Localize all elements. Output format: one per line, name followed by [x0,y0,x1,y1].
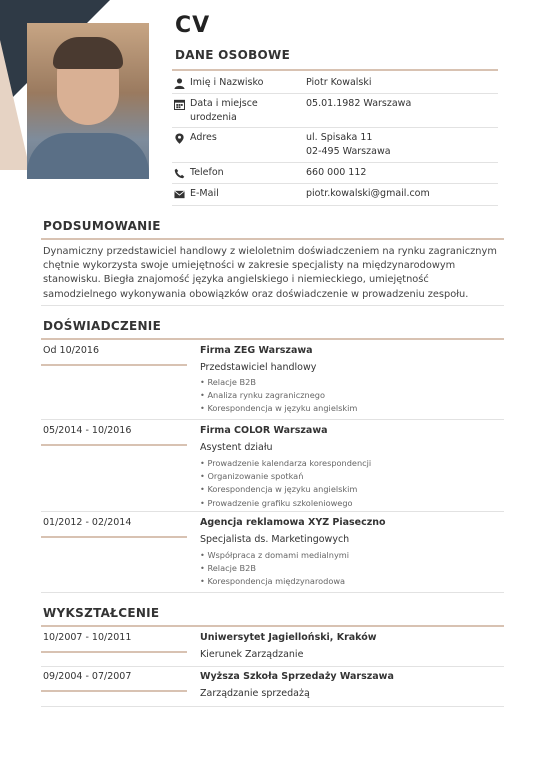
divider [172,205,498,206]
page-title: CV [175,13,211,38]
list-item: • Prowadzenie grafiku szkoleniowego [200,497,371,510]
personal-row-name [172,76,497,94]
experience-date: 01/2012 - 02/2014 [43,517,132,528]
calendar-icon [174,99,185,110]
personal-row-email [172,187,497,205]
personal-label: Adres [190,132,217,143]
summary-heading: PODSUMOWANIE [43,219,161,233]
education-school: Wyższa Szkoła Sprzedaży Warszawa [200,671,394,682]
decor-tan-triangle [0,40,30,170]
experience-date: Od 10/2016 [43,345,99,356]
date-underline [41,444,187,446]
experience-date: 05/2014 - 10/2016 [43,425,132,436]
summary-underline [41,238,504,240]
personal-row-birth [172,97,497,127]
personal-row-address [172,131,497,161]
experience-heading: DOŚWIADCZENIE [43,319,162,333]
personal-value: piotr.kowalski@gmail.com [306,188,430,199]
envelope-icon [174,189,185,200]
experience-role: Asystent działu [200,442,273,453]
location-pin-icon [174,133,185,144]
list-item: • Korespondencja w języku angielskim [200,402,357,415]
user-icon [174,78,185,89]
experience-underline [41,338,504,340]
divider [172,127,498,128]
experience-bullets [200,457,371,510]
divider [41,419,504,420]
personal-value: ul. Spisaka 11 02-495 Warszawa [306,132,391,157]
personal-heading: DANE OSOBOWE [175,48,291,62]
list-item: • Korespondencja międzynarodowa [200,575,349,588]
personal-value: 660 000 112 [306,167,367,178]
personal-label: Telefon [190,167,224,178]
divider [172,93,498,94]
divider [41,305,504,306]
experience-bullets [200,549,349,589]
divider [41,592,504,593]
summary-text: Dynamiczny przedstawiciel handlowy z wieloletnim doświadczeniem na rynku zagranicznym chętnie wykorzysta swoje umiejętności w zakresie specjalisty na międzynarodowym stanowisku. Biegła znajomość języka angielskiego i niemieckiego, umiejętność samodzielnego wykonywania obowiązków oraz doświadczenie w prowadzeniu zespołu. [43,246,497,300]
personal-label: Imię i Nazwisko [190,77,264,88]
date-underline [41,364,187,366]
education-field: Kierunek Zarządzanie [200,649,304,660]
divider [41,511,504,512]
personal-label: E-Mail [190,188,219,199]
experience-company: Firma ZEG Warszawa [200,345,313,356]
experience-company: Agencja reklamowa XYZ Piaseczno [200,517,386,528]
list-item: • Współpraca z domami medialnymi [200,549,349,562]
divider [172,162,498,163]
experience-company: Firma COLOR Warszawa [200,425,328,436]
experience-role: Przedstawiciel handlowy [200,362,317,373]
personal-underline [172,69,498,71]
divider [41,706,504,707]
date-underline [41,690,187,692]
education-underline [41,625,504,627]
list-item: • Relacje B2B [200,562,349,575]
divider [41,666,504,667]
personal-label: Data i miejsce urodzenia [190,98,258,123]
phone-icon [174,168,185,179]
experience-bullets [200,376,357,416]
date-underline [41,651,187,653]
education-heading: WYKSZTAŁCENIE [43,606,160,620]
list-item: • Organizowanie spotkań [200,470,371,483]
education-date: 10/2007 - 10/2011 [43,632,132,643]
education-school: Uniwersytet Jagielloński, Kraków [200,632,377,643]
personal-value: 05.01.1982 Warszawa [306,98,412,109]
education-date: 09/2004 - 07/2007 [43,671,132,682]
personal-value: Piotr Kowalski [306,77,372,88]
experience-role: Specjalista ds. Marketingowych [200,534,350,545]
education-field: Zarządzanie sprzedażą [200,688,310,699]
list-item: • Korespondencja w języku angielskim [200,483,371,496]
list-item: • Relacje B2B [200,376,357,389]
profile-photo [27,23,149,179]
list-item: • Prowadzenie kalendarza korespondencji [200,457,371,470]
date-underline [41,536,187,538]
personal-row-phone [172,166,497,184]
divider [172,183,498,184]
list-item: • Analiza rynku zagranicznego [200,389,357,402]
